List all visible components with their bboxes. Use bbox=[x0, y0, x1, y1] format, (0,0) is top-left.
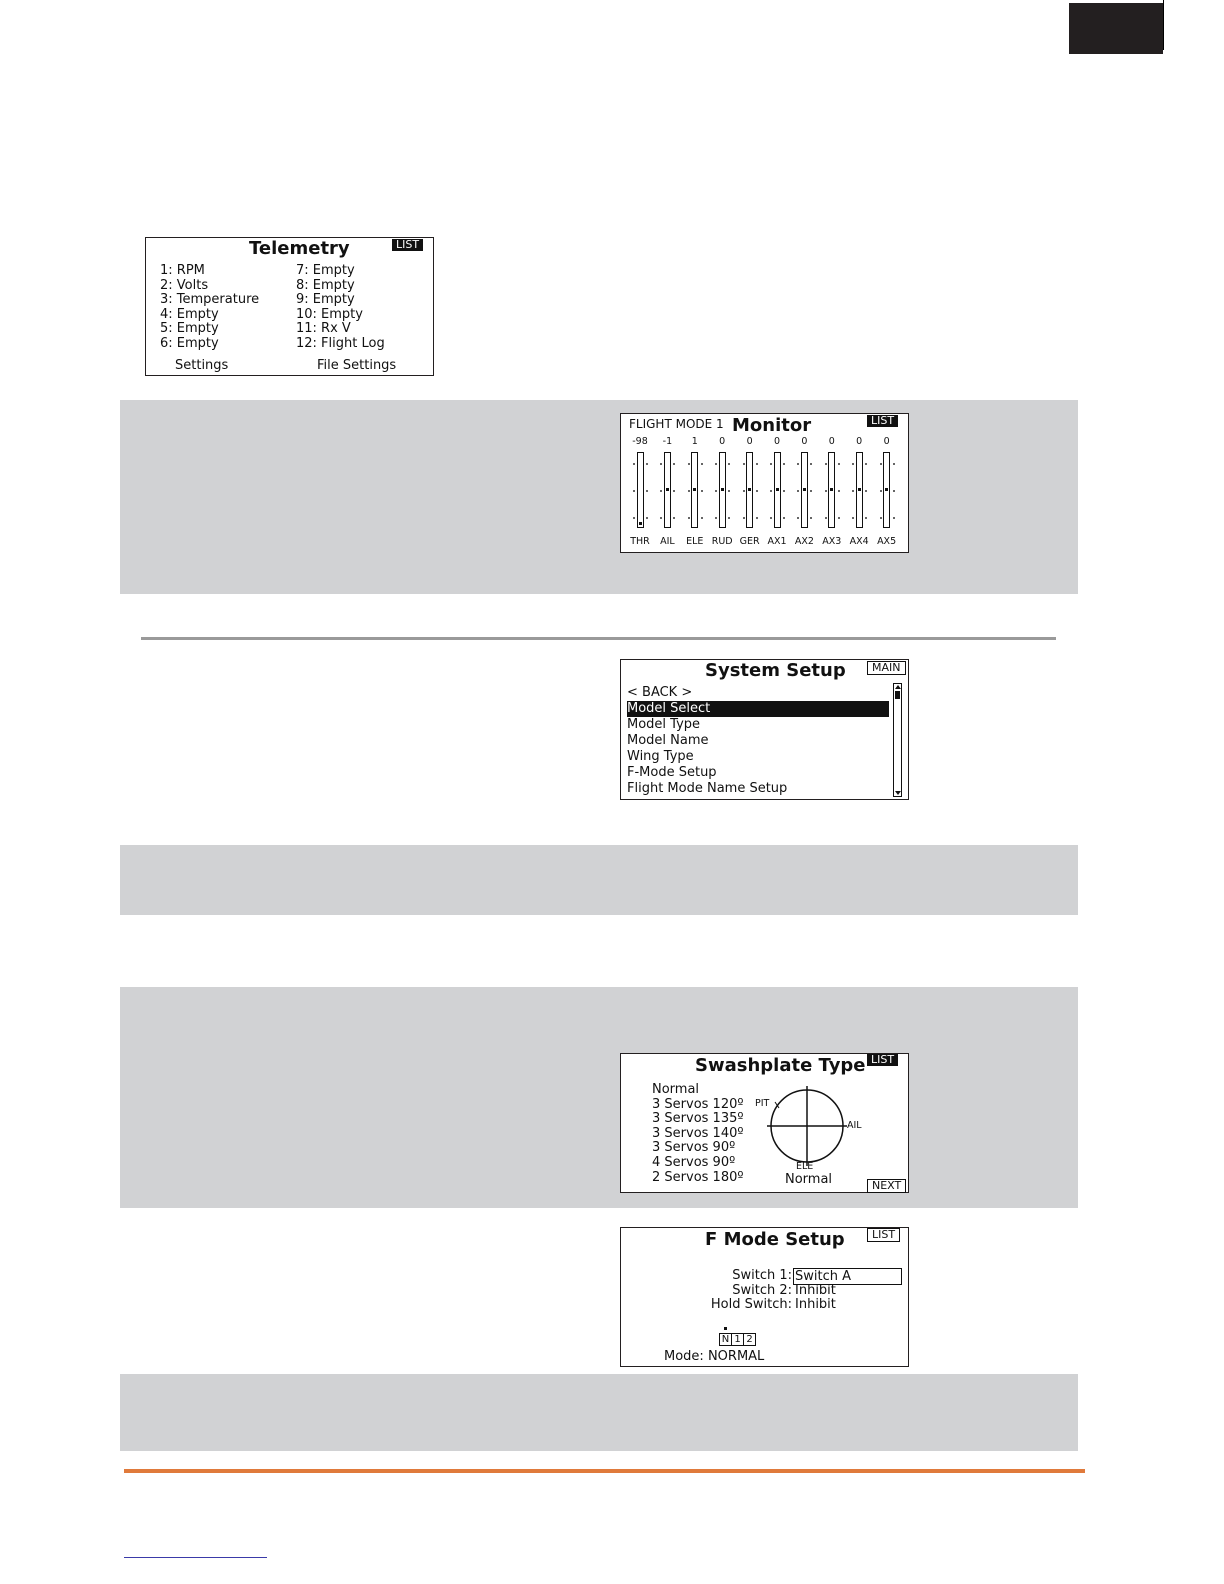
scale-tick bbox=[838, 517, 840, 519]
swashplate-screen bbox=[620, 1053, 909, 1193]
menu-item-back[interactable]: < BACK > bbox=[627, 685, 693, 700]
scale-tick bbox=[838, 490, 840, 492]
scale-tick bbox=[728, 517, 730, 519]
telemetry-item[interactable]: 9: Empty bbox=[296, 292, 355, 308]
fmode-title: F Mode Setup bbox=[705, 1229, 845, 1250]
section-divider bbox=[141, 637, 1056, 640]
scale-tick bbox=[865, 490, 867, 492]
monitor-screen bbox=[620, 413, 909, 553]
scale-tick bbox=[797, 490, 799, 492]
mode-label: Mode: bbox=[664, 1349, 704, 1364]
telemetry-item[interactable]: 10: Empty bbox=[296, 306, 363, 322]
channel-position-marker bbox=[693, 488, 696, 491]
channel-label: RUD bbox=[711, 536, 733, 547]
channel-position-marker bbox=[858, 488, 861, 491]
menu-item-model-name[interactable]: Model Name bbox=[627, 733, 709, 748]
main-badge[interactable]: MAIN bbox=[867, 661, 906, 675]
scale-tick bbox=[660, 517, 662, 519]
scale-tick bbox=[688, 517, 690, 519]
channel-bar bbox=[719, 452, 726, 528]
system-menu-list bbox=[627, 685, 889, 797]
scale-tick bbox=[770, 463, 772, 465]
list-badge[interactable]: LIST bbox=[867, 1228, 900, 1242]
telemetry-title: Telemetry bbox=[249, 238, 350, 259]
scale-tick bbox=[810, 517, 812, 519]
swash-option[interactable]: 2 Servos 180º bbox=[652, 1169, 744, 1185]
channel-bar bbox=[801, 452, 808, 528]
list-badge[interactable]: LIST bbox=[392, 239, 423, 251]
ele-label: ELE bbox=[796, 1161, 814, 1172]
swashplate-title: Swashplate Type bbox=[695, 1055, 866, 1076]
scale-tick bbox=[893, 490, 895, 492]
file-settings-link[interactable]: File Settings bbox=[317, 358, 397, 373]
scale-tick bbox=[825, 463, 827, 465]
channel-label: AX3 bbox=[822, 536, 842, 547]
scale-tick bbox=[633, 517, 635, 519]
channel-value: 0 bbox=[856, 436, 863, 447]
gray-band-note-2 bbox=[120, 1374, 1078, 1451]
menu-item-model-type[interactable]: Model Type bbox=[627, 717, 701, 732]
gray-band-monitor bbox=[120, 400, 1078, 594]
scale-tick bbox=[715, 490, 717, 492]
channel-value: 0 bbox=[719, 436, 726, 447]
telemetry-item[interactable]: 12: Flight Log bbox=[296, 335, 385, 351]
telemetry-item[interactable]: 3: Temperature bbox=[160, 292, 260, 308]
swash-option[interactable]: 4 Servos 90º bbox=[652, 1154, 736, 1170]
channel-position-marker bbox=[830, 488, 833, 491]
scale-tick bbox=[756, 517, 758, 519]
swashplate-diagram bbox=[761, 1084, 861, 1170]
channel-label: AX4 bbox=[849, 536, 869, 547]
scale-tick bbox=[633, 490, 635, 492]
scale-tick bbox=[797, 517, 799, 519]
telemetry-item[interactable]: 2: Volts bbox=[160, 277, 209, 293]
scale-tick bbox=[728, 463, 730, 465]
channel-bar bbox=[637, 452, 644, 528]
scale-tick bbox=[673, 463, 675, 465]
channel-bar bbox=[856, 452, 863, 528]
crop-mark-line bbox=[1163, 0, 1164, 50]
telemetry-item[interactable]: 1: RPM bbox=[160, 263, 205, 278]
scale-tick bbox=[743, 463, 745, 465]
scroll-up-arrow[interactable] bbox=[895, 685, 901, 689]
channel-bar bbox=[746, 452, 753, 528]
gray-band-swashplate bbox=[120, 987, 1078, 1208]
scroll-thumb[interactable] bbox=[895, 691, 900, 699]
scale-tick bbox=[810, 463, 812, 465]
channel-label: ELE bbox=[686, 536, 704, 547]
scale-tick bbox=[852, 490, 854, 492]
menu-item-f-mode-setup[interactable]: F-Mode Setup bbox=[627, 765, 717, 780]
channel-label: GER bbox=[739, 536, 760, 547]
scale-tick bbox=[880, 490, 882, 492]
position-2: 2 bbox=[746, 1334, 753, 1345]
pit-label: PIT bbox=[755, 1098, 770, 1109]
page-tab bbox=[1069, 3, 1163, 54]
system-setup-title: System Setup bbox=[705, 660, 846, 681]
menu-item-flight-mode-name-setup[interactable]: Flight Mode Name Setup bbox=[627, 781, 788, 796]
channel-value: 0 bbox=[883, 436, 890, 447]
channel-bar bbox=[828, 452, 835, 528]
channel-label: AIL bbox=[660, 536, 675, 547]
scale-tick bbox=[701, 490, 703, 492]
telemetry-item[interactable]: 7: Empty bbox=[296, 263, 355, 278]
swash-option[interactable]: 3 Servos 140º bbox=[652, 1125, 744, 1141]
current-swash-type: Normal bbox=[785, 1172, 833, 1187]
list-badge[interactable]: LIST bbox=[867, 1054, 898, 1066]
scale-tick bbox=[660, 463, 662, 465]
channel-value: 0 bbox=[801, 436, 808, 447]
telemetry-left-list bbox=[160, 264, 259, 352]
scale-tick bbox=[810, 490, 812, 492]
scroll-down-arrow[interactable] bbox=[895, 791, 901, 795]
channel-label: THR bbox=[630, 536, 650, 547]
scale-tick bbox=[865, 463, 867, 465]
scale-tick bbox=[646, 517, 648, 519]
telemetry-item[interactable]: 4: Empty bbox=[160, 306, 219, 322]
channel-label: AX1 bbox=[767, 536, 787, 547]
gray-band-note-1 bbox=[120, 845, 1078, 915]
switch1-label: Switch 1: bbox=[732, 1268, 792, 1283]
hold-switch-value[interactable]: Inhibit bbox=[795, 1297, 836, 1313]
scale-tick bbox=[825, 517, 827, 519]
telemetry-item[interactable]: 6: Empty bbox=[160, 335, 219, 351]
swash-option[interactable]: 3 Servos 120º bbox=[652, 1096, 744, 1112]
orange-rule bbox=[124, 1469, 1085, 1473]
switch-position-indicator bbox=[719, 1333, 756, 1346]
channel-bar bbox=[883, 452, 890, 528]
scale-tick bbox=[852, 517, 854, 519]
scale-tick bbox=[660, 490, 662, 492]
switch-labels bbox=[693, 1269, 792, 1313]
channel-value: -1 bbox=[662, 436, 673, 447]
menu-item-wing-type[interactable]: Wing Type bbox=[627, 749, 694, 764]
channel-position-marker bbox=[803, 488, 806, 491]
channel-position-marker bbox=[885, 488, 888, 491]
scale-tick bbox=[893, 463, 895, 465]
scale-tick bbox=[756, 490, 758, 492]
channel-value: 1 bbox=[691, 436, 698, 447]
flight-mode-label: FLIGHT MODE 1 bbox=[629, 417, 724, 431]
scale-tick bbox=[783, 463, 785, 465]
scale-tick bbox=[838, 463, 840, 465]
scale-tick bbox=[756, 463, 758, 465]
scale-tick bbox=[701, 463, 703, 465]
channel-bar bbox=[691, 452, 698, 528]
scale-tick bbox=[865, 517, 867, 519]
channel-position-marker bbox=[721, 488, 724, 491]
hold-switch-label: Hold Switch: bbox=[710, 1297, 792, 1313]
switch1-select[interactable]: Switch A bbox=[793, 1268, 902, 1285]
scale-tick bbox=[688, 490, 690, 492]
switch2-label: Switch 2: bbox=[732, 1282, 792, 1298]
scale-tick bbox=[688, 463, 690, 465]
channel-bar bbox=[664, 452, 671, 528]
next-badge[interactable]: NEXT bbox=[867, 1179, 906, 1193]
scale-tick bbox=[715, 517, 717, 519]
scale-tick bbox=[770, 490, 772, 492]
scale-tick bbox=[715, 463, 717, 465]
channel-value: -98 bbox=[632, 436, 648, 447]
scale-tick bbox=[743, 490, 745, 492]
scale-tick bbox=[633, 463, 635, 465]
monitor-title: Monitor bbox=[732, 415, 812, 436]
scale-tick bbox=[770, 517, 772, 519]
scale-tick bbox=[825, 490, 827, 492]
switch2-value[interactable]: Inhibit bbox=[795, 1282, 836, 1298]
channel-value: 0 bbox=[828, 436, 835, 447]
position-1: 1 bbox=[732, 1334, 744, 1345]
channel-label: AX2 bbox=[794, 536, 814, 547]
active-position-dot bbox=[724, 1327, 727, 1330]
scale-tick bbox=[701, 517, 703, 519]
channel-position-marker bbox=[748, 488, 751, 491]
position-n: N bbox=[720, 1334, 732, 1345]
scale-tick bbox=[673, 517, 675, 519]
scale-tick bbox=[852, 463, 854, 465]
fmode-setup-screen bbox=[620, 1227, 909, 1367]
scale-tick bbox=[743, 517, 745, 519]
swash-option[interactable]: 3 Servos 135º bbox=[652, 1111, 744, 1127]
scale-tick bbox=[880, 463, 882, 465]
channel-value: 0 bbox=[773, 436, 781, 447]
footer-link-underline[interactable] bbox=[124, 1557, 267, 1558]
settings-link[interactable]: Settings bbox=[175, 358, 229, 373]
list-badge[interactable]: LIST bbox=[867, 415, 898, 427]
scale-tick bbox=[783, 517, 785, 519]
channel-label: AX5 bbox=[877, 536, 897, 547]
telemetry-item[interactable]: 5: Empty bbox=[160, 321, 219, 337]
swash-option[interactable]: Normal bbox=[652, 1082, 700, 1097]
channel-value: 0 bbox=[746, 436, 753, 447]
telemetry-right-list bbox=[296, 264, 385, 352]
ail-label: AIL bbox=[847, 1120, 862, 1131]
scale-tick bbox=[797, 463, 799, 465]
system-setup-screen bbox=[620, 659, 909, 800]
scale-tick bbox=[880, 517, 882, 519]
menu-item-model-select[interactable]: Model Select bbox=[627, 701, 889, 717]
channel-bar bbox=[774, 452, 781, 528]
scrollbar[interactable] bbox=[893, 683, 902, 797]
scale-tick bbox=[646, 490, 648, 492]
channel-position-marker bbox=[639, 522, 642, 525]
mode-readout bbox=[664, 1350, 764, 1365]
channel-position-marker bbox=[776, 488, 779, 491]
scale-tick bbox=[646, 463, 648, 465]
channel-position-marker bbox=[666, 488, 669, 491]
mode-value: NORMAL bbox=[707, 1349, 765, 1364]
telemetry-item[interactable]: 8: Empty bbox=[296, 277, 355, 293]
scale-tick bbox=[783, 490, 785, 492]
swash-option[interactable]: 3 Servos 90º bbox=[652, 1140, 736, 1156]
scale-tick bbox=[893, 517, 895, 519]
telemetry-screen bbox=[145, 237, 434, 376]
scale-tick bbox=[673, 490, 675, 492]
scale-tick bbox=[728, 490, 730, 492]
telemetry-item[interactable]: 11: Rx V bbox=[296, 321, 351, 337]
swash-type-list bbox=[652, 1083, 744, 1185]
